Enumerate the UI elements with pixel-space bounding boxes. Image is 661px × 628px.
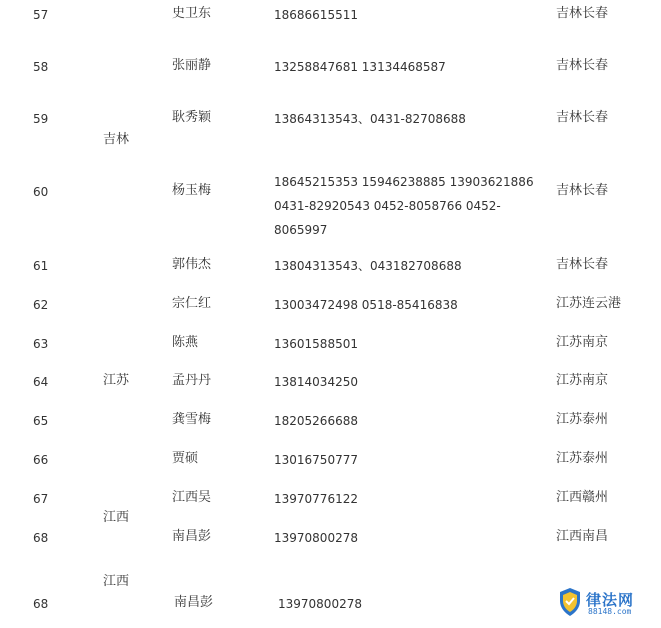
city: 吉林长春 [556, 58, 609, 73]
row-number: 66 [33, 453, 49, 467]
city: 吉林长春 [556, 6, 609, 21]
person-name: 南昌彭 [174, 595, 214, 610]
phone-number: 18686615511 [274, 8, 358, 22]
row-number: 59 [33, 112, 49, 126]
province: 江苏 [103, 373, 130, 388]
row-number: 61 [33, 259, 49, 273]
phone-number: 13804313543、043182708688 [274, 259, 462, 273]
site-watermark [558, 585, 648, 621]
phone-number: 13003472498 0518-85416838 [274, 298, 458, 312]
person-name: 贾硕 [172, 451, 199, 466]
row-number: 58 [33, 60, 49, 74]
phone-number: 18205266688 [274, 414, 358, 428]
row-number: 60 [33, 185, 49, 199]
city: 吉林长春 [556, 183, 609, 198]
phone-number: 13016750777 [274, 453, 358, 467]
phone-number: 13970800278 [278, 597, 362, 611]
city: 吉林长春 [556, 110, 609, 125]
city: 江苏南京 [556, 335, 609, 350]
city: 江西赣州 [556, 490, 609, 505]
person-name: 张丽静 [172, 58, 212, 73]
city: 江西南昌 [556, 529, 609, 544]
city: 江苏泰州 [556, 451, 609, 466]
person-name: 龚雪梅 [172, 412, 212, 427]
phone-number: 13970800278 [274, 531, 358, 545]
watermark-brand: 律法网 [586, 591, 635, 609]
phone-number: 13814034250 [274, 375, 358, 389]
city: 江苏连云港 [556, 296, 622, 311]
province: 江西 [103, 510, 130, 525]
city: 江苏南京 [556, 373, 609, 388]
city: 江苏泰州 [556, 412, 609, 427]
person-name: 杨玉梅 [172, 183, 212, 198]
person-name: 孟丹丹 [172, 373, 212, 388]
row-number: 68 [33, 597, 49, 611]
province: 吉林 [103, 132, 130, 147]
phone-number: 13601588501 [274, 337, 358, 351]
person-name: 宗仁红 [172, 296, 212, 311]
row-number: 62 [33, 298, 49, 312]
row-number: 68 [33, 531, 49, 545]
province: 江西 [103, 574, 130, 589]
watermark-url: 88148.com [588, 607, 632, 616]
row-number: 64 [33, 375, 49, 389]
shield-icon [558, 587, 582, 617]
person-name: 江西吴 [172, 490, 212, 505]
person-name: 耿秀颖 [172, 110, 212, 125]
row-number: 63 [33, 337, 49, 351]
phone-number: 13864313543、0431-82708688 [274, 112, 466, 126]
phone-number: 13970776122 [274, 492, 358, 506]
person-name: 陈燕 [172, 335, 199, 350]
person-name: 史卫东 [172, 6, 212, 21]
row-number: 67 [33, 492, 49, 506]
phone-number: 13258847681 13134468587 [274, 60, 446, 74]
row-number: 57 [33, 8, 49, 22]
phone-number: 18645215353 15946238885 13903621886 0431-82920543 0452-8058766 0452-8065997 [274, 175, 534, 237]
row-number: 65 [33, 414, 49, 428]
city: 吉林长春 [556, 257, 609, 272]
person-name: 南昌彭 [172, 529, 212, 544]
person-name: 郭伟杰 [172, 257, 212, 272]
